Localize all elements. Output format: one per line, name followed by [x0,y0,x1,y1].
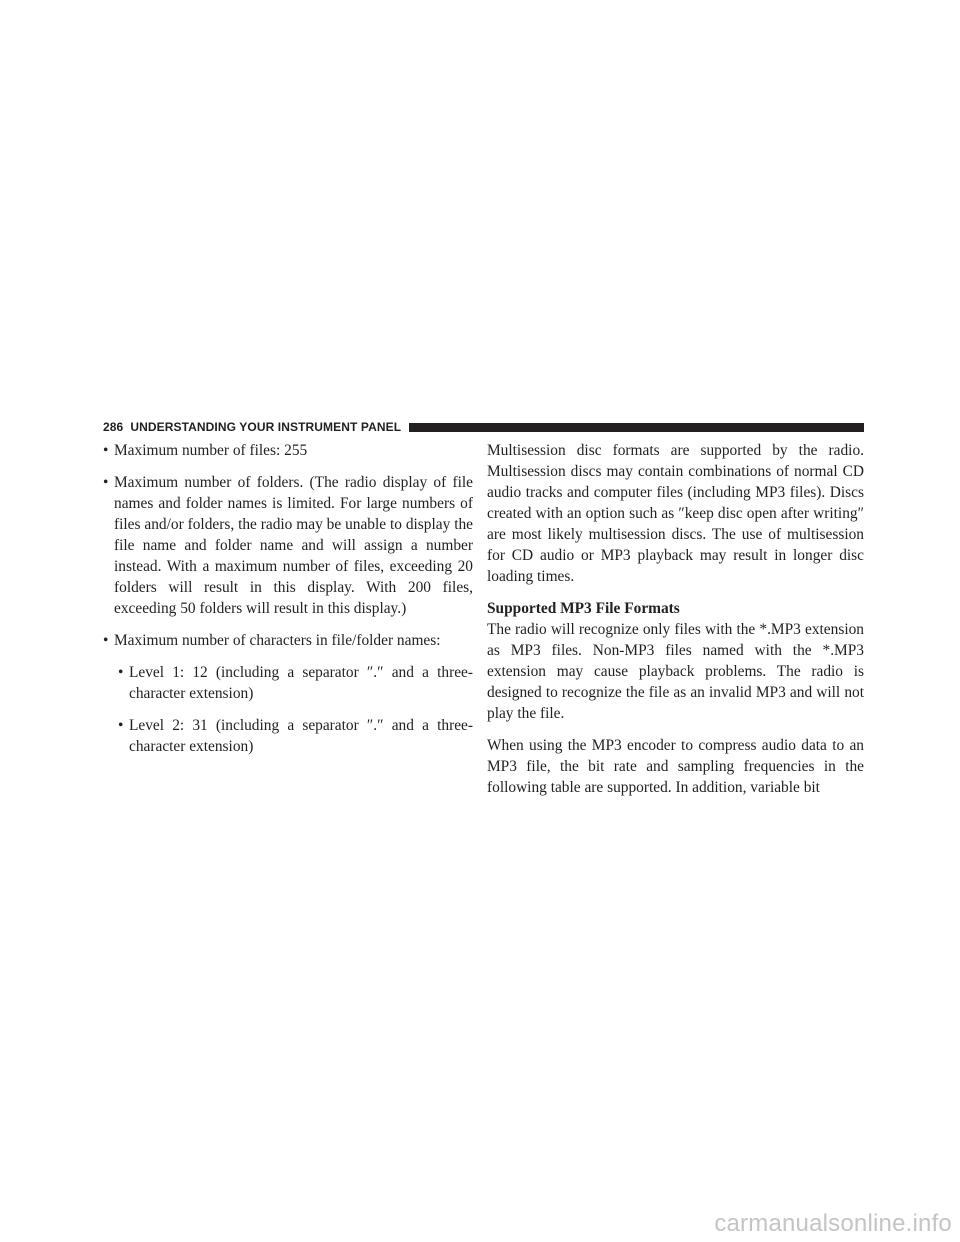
bullet-icon: • [118,664,124,681]
list-item-text: Maximum number of folders. (The radio display of file names and folder names is limited. For large numbers of files and/or folders, the radio may be unable to display the file name and folder name and will assign a number instead. With a maximum number of files, exceeding 20 folders will result in this display. With 200 files, exceeding 50 folders will result in this display.) [114,474,473,617]
bullet-icon: • [103,474,109,491]
sub-list-item [118,715,473,757]
right-column [487,440,864,798]
sub-list-item [118,662,473,704]
list-item [103,472,473,619]
bullet-icon: • [103,632,109,649]
watermark: carmanualsonline.info [714,1210,952,1237]
section-heading: Supported MP3 File Formats [487,600,680,617]
list-item [103,440,473,461]
paragraph-supported-formats: The radio will recognize only files with the *.MP3 extension as MP3 files. Non-MP3 files named with the *.MP3 extension may cause playback problems. The radio is designed to recognize the file as an invalid MP3 and will not play the file. [487,621,864,722]
header-rule [409,423,864,432]
bullet-icon: • [118,717,124,734]
paragraph-encoder: When using the MP3 encoder to compress audio data to an MP3 file, the bit rate and sampling frequencies in the following table are supported. In addition, variable bit [487,737,864,796]
paragraph-multisession: Multisession disc formats are supported by the radio. Multisession discs may contain combinations of normal CD audio tracks and computer files (including MP3 files). Discs created with an option such as ″keep disc open after writing″ are most likely multisession discs. The use of multisession for CD audio or MP3 playback may result in longer disc loading times. [487,442,864,585]
list-item-text: Level 2: 31 (including a separator ″.″ and a three-character extension) [129,717,473,755]
list-item-text: Maximum number of characters in file/folder names: [114,632,441,649]
list-item-text: Level 1: 12 (including a separator ″.″ and a three-character extension) [129,664,473,702]
section-title: UNDERSTANDING YOUR INSTRUMENT PANEL [130,420,402,434]
bullet-icon: • [103,442,109,459]
list-item [103,630,473,651]
left-column [103,440,473,768]
page-number: 286 [103,420,124,434]
page-header [103,418,864,436]
list-item-text: Maximum number of files: 255 [114,442,308,459]
